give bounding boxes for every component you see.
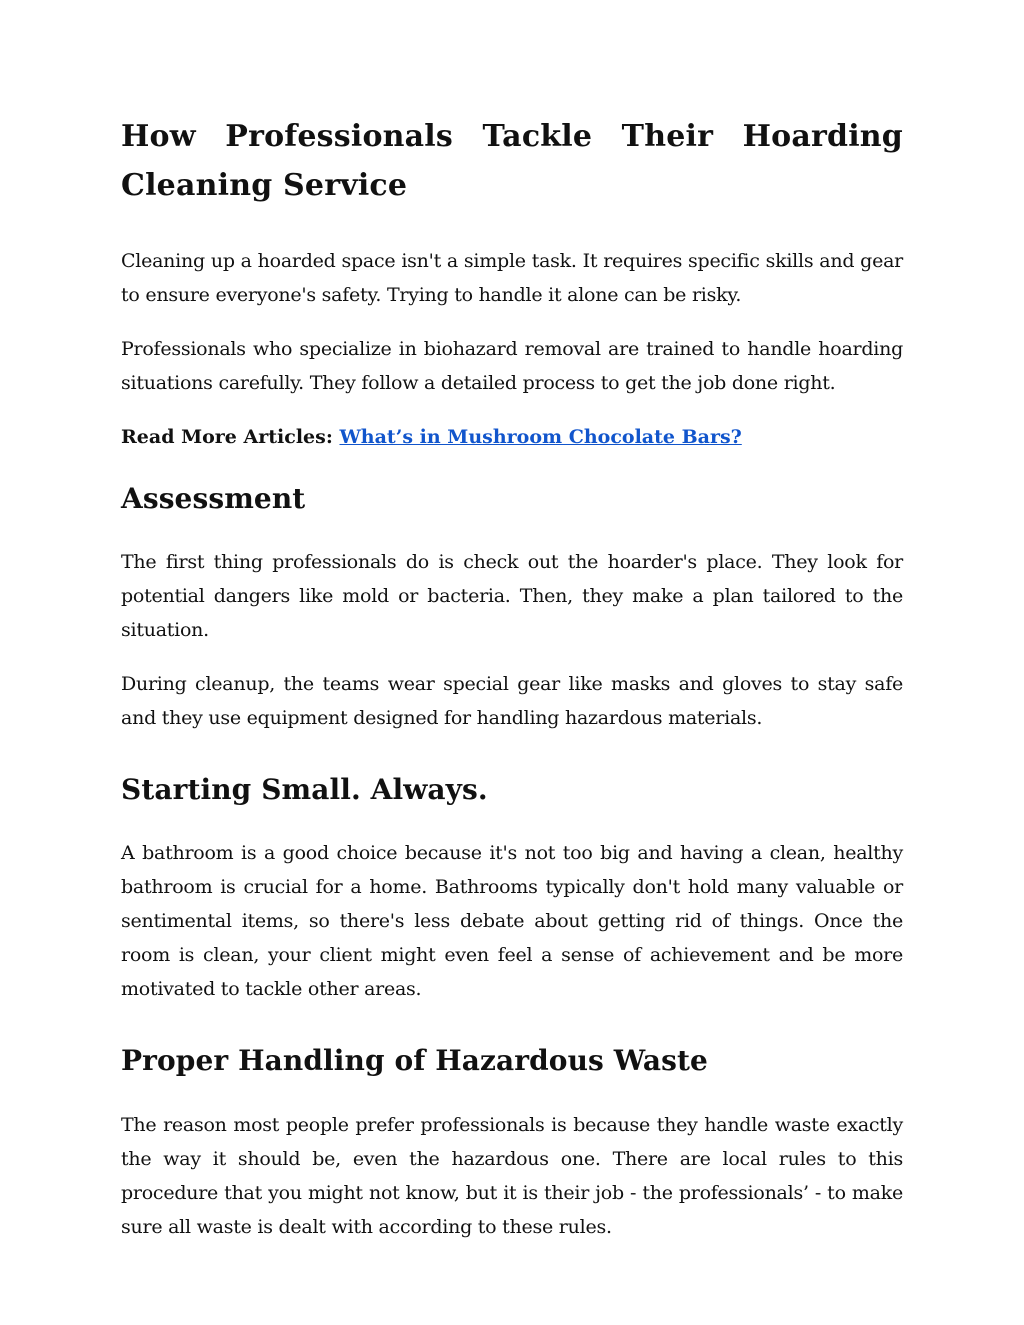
read-more-line [121,420,903,454]
document-page [121,112,903,1244]
read-more-link[interactable]: What’s in Mushroom Chocolate Bars? [339,426,742,448]
page-title: How Professionals Tackle Their Hoarding Cleaning Service [121,119,903,203]
intro-paragraph-2: Professionals who specialize in biohazard removal are trained to handle hoarding situations carefully. They follow a detailed process to get the job done right. [121,338,903,394]
read-more-label: Read More Articles: [121,426,333,448]
starting-small-paragraph-1: A bathroom is a good choice because it's not too big and having a clean, healthy bathroom is crucial for a home. Bathrooms typically don't hold many valuable or sentimental items, so there's less debate about getting rid of things. Once the room is clean, your client might even feel a sense of achievement and be more motivated to tackle other areas. [121,842,903,1000]
assessment-paragraph-1: The first thing professionals do is check out the hoarder's place. They look for potential dangers like mold or bacteria. Then, they make a plan tailored to the situation. [121,551,903,641]
hazardous-waste-paragraph-1: The reason most people prefer professionals is because they handle waste exactly the way it should be, even the hazardous one. There are local rules to this procedure that you might not know, but it is their job - the professionals’ - to make sure all waste is dealt with according to these rules. [121,1114,903,1238]
intro-paragraph-1: Cleaning up a hoarded space isn't a simple task. It requires specific skills and gear to ensure everyone's safety. Trying to handle it alone can be risky. [121,250,903,306]
section-heading-hazardous-waste: Proper Handling of Hazardous Waste [121,1044,708,1077]
section-heading-assessment: Assessment [121,482,306,515]
section-heading-starting-small: Starting Small. Always. [121,773,488,806]
assessment-paragraph-2: During cleanup, the teams wear special gear like masks and gloves to stay safe and they use equipment designed for handling hazardous materials. [121,673,903,729]
